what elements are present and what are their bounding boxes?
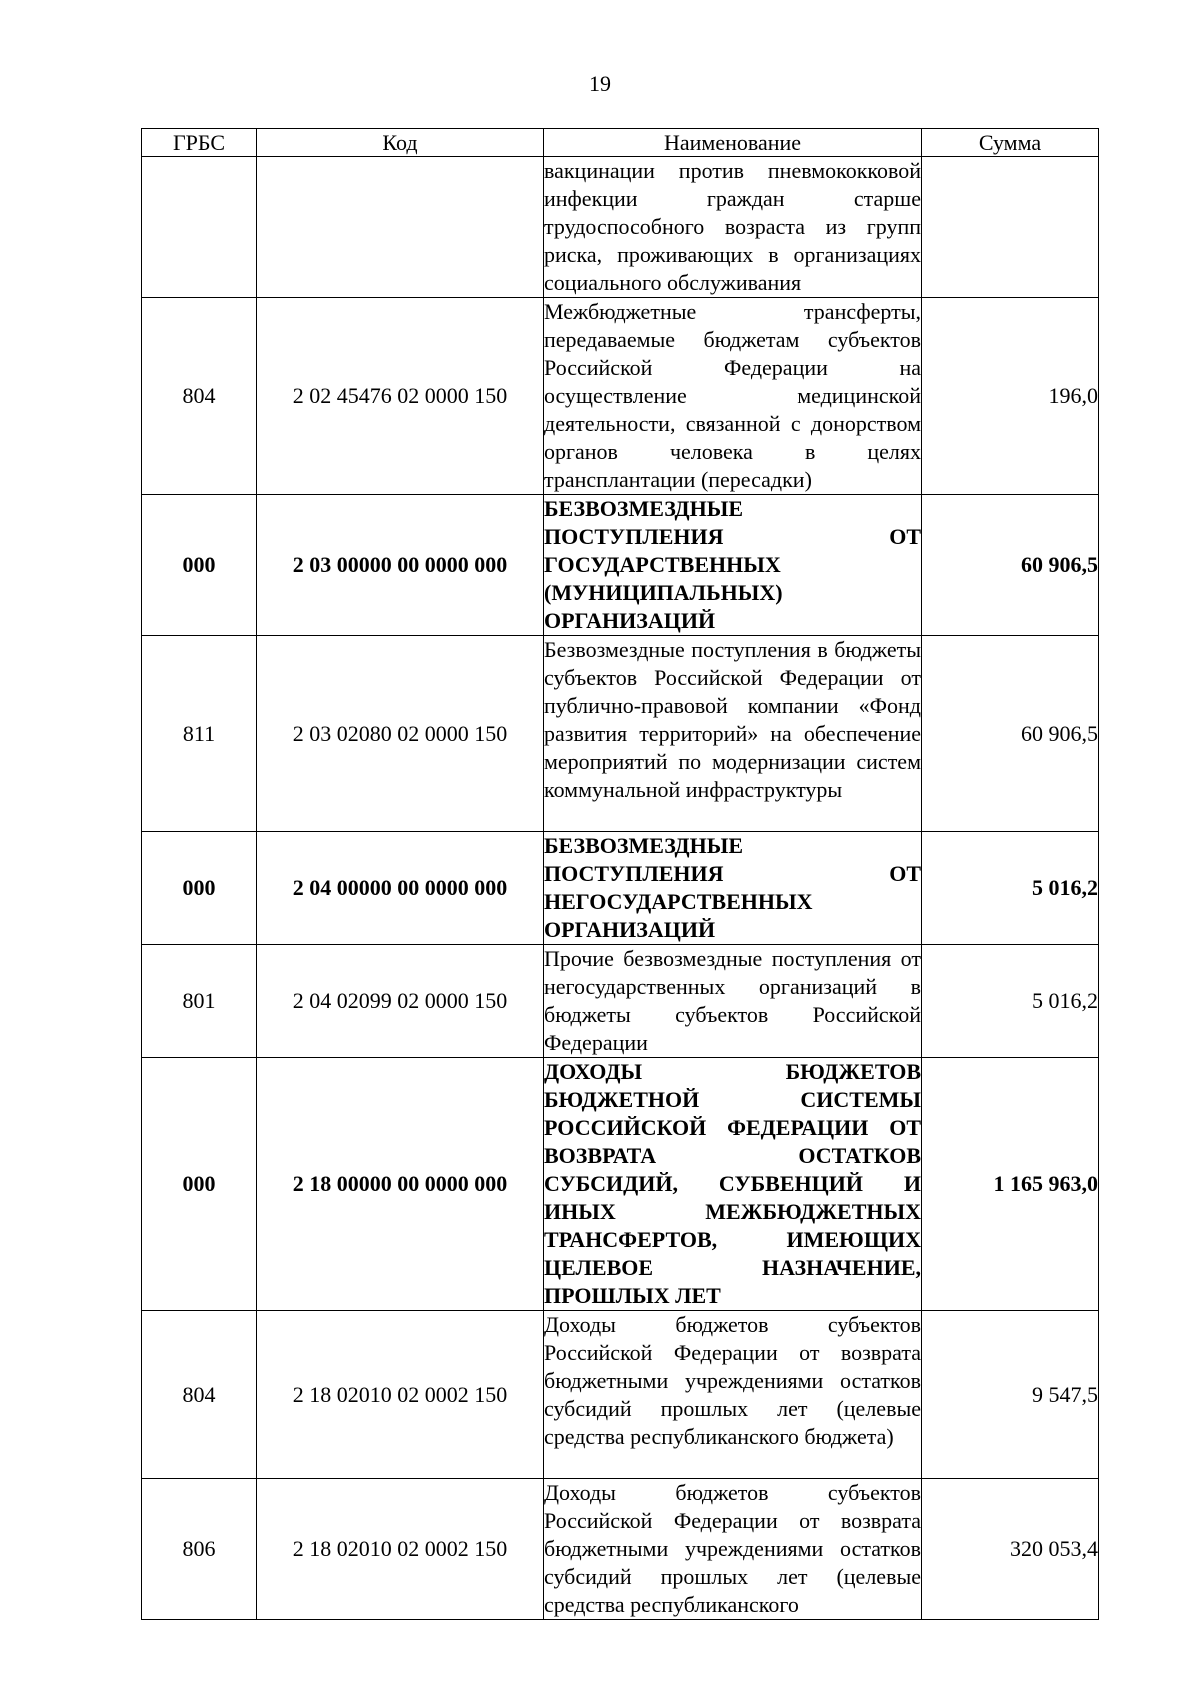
- cell-code: 2 03 02080 02 0000 150: [257, 636, 544, 832]
- cell-sum: 196,0: [922, 298, 1099, 495]
- cell-grbs: 801: [142, 945, 257, 1058]
- table-row: [142, 157, 1099, 298]
- cell-name: Прочие безвозмездные поступления от негосударственных организаций в бюджеты субъектов Российской Федерации: [544, 945, 922, 1058]
- cell-grbs: 000: [142, 832, 257, 945]
- cell-sum: 1 165 963,0: [922, 1058, 1099, 1311]
- cell-name: Доходы бюджетов субъектов Российской Федерации от возврата бюджетными учреждениями остатков субсидий прошлых лет (целевые средства республиканского бюджета): [544, 1311, 922, 1479]
- cell-sum: 60 906,5: [922, 495, 1099, 636]
- cell-grbs: 000: [142, 1058, 257, 1311]
- cell-name: вакцинации против пневмококковой инфекции граждан старше трудоспособного возраста из групп риска, проживающих в организациях социального обслуживания: [544, 157, 922, 298]
- cell-name: БЕЗВОЗМЕЗДНЫЕ ПОСТУПЛЕНИЯ ОТ ГОСУДАРСТВЕННЫХ (МУНИЦИПАЛЬНЫХ) ОРГАНИЗАЦИЙ: [544, 495, 922, 636]
- cell-grbs: 000: [142, 495, 257, 636]
- cell-name: БЕЗВОЗМЕЗДНЫЕ ПОСТУПЛЕНИЯ ОТ НЕГОСУДАРСТВЕННЫХ ОРГАНИЗАЦИЙ: [544, 832, 922, 945]
- cell-code: 2 18 02010 02 0002 150: [257, 1311, 544, 1479]
- cell-code: 2 04 02099 02 0000 150: [257, 945, 544, 1058]
- cell-grbs: 804: [142, 1311, 257, 1479]
- cell-code: 2 04 00000 00 0000 000: [257, 832, 544, 945]
- cell-name: Межбюджетные трансферты, передаваемые бюджетам субъектов Российской Федерации на осуществление медицинской деятельности, связанной с донорством органов человека в целях трансплантации (пересадки): [544, 298, 922, 495]
- table-row-total: [142, 495, 1099, 636]
- cell-grbs: 811: [142, 636, 257, 832]
- cell-name: ДОХОДЫ БЮДЖЕТОВ БЮДЖЕТНОЙ СИСТЕМЫ РОССИЙСКОЙ ФЕДЕРАЦИИ ОТ ВОЗВРАТА ОСТАТКОВ СУБСИДИЙ, СУБВЕНЦИЙ И ИНЫХ МЕЖБЮДЖЕТНЫХ ТРАНСФЕРТОВ, ИМЕЮЩИХ ЦЕЛЕВОЕ НАЗНАЧЕНИЕ, ПРОШЛЫХ ЛЕТ: [544, 1058, 922, 1311]
- cell-sum: 5 016,2: [922, 832, 1099, 945]
- page-number: 19: [589, 71, 611, 96]
- table-row: [142, 1311, 1099, 1479]
- header-grbs: ГРБС: [142, 129, 257, 157]
- header-code: Код: [257, 129, 544, 157]
- cell-grbs: 804: [142, 298, 257, 495]
- cell-sum: 320 053,4: [922, 1479, 1099, 1620]
- header-name: Наименование: [544, 129, 922, 157]
- cell-sum: 5 016,2: [922, 945, 1099, 1058]
- cell-name: Доходы бюджетов субъектов Российской Федерации от возврата бюджетными учреждениями остатков субсидий прошлых лет (целевые средства республиканского: [544, 1479, 922, 1620]
- table-row: [142, 298, 1099, 495]
- table-row: [142, 945, 1099, 1058]
- table-row: [142, 1479, 1099, 1620]
- cell-grbs: [142, 157, 257, 298]
- cell-code: 2 02 45476 02 0000 150: [257, 298, 544, 495]
- cell-code: 2 18 02010 02 0002 150: [257, 1479, 544, 1620]
- table-row-total: [142, 832, 1099, 945]
- cell-grbs: 806: [142, 1479, 257, 1620]
- cell-sum: [922, 157, 1099, 298]
- cell-code: 2 18 00000 00 0000 000: [257, 1058, 544, 1311]
- table-row: [142, 636, 1099, 832]
- revenue-table: [141, 128, 1099, 1620]
- cell-name: Безвозмездные поступления в бюджеты субъектов Российской Федерации от публично-правовой компании «Фонд развития территорий» на обеспечение мероприятий по модернизации систем коммунальной инфраструктуры: [544, 636, 922, 832]
- table-header-row: [142, 129, 1099, 157]
- cell-code: 2 03 00000 00 0000 000: [257, 495, 544, 636]
- table-row-total: [142, 1058, 1099, 1311]
- cell-sum: 60 906,5: [922, 636, 1099, 832]
- header-sum: Сумма: [922, 129, 1099, 157]
- cell-code: [257, 157, 544, 298]
- cell-sum: 9 547,5: [922, 1311, 1099, 1479]
